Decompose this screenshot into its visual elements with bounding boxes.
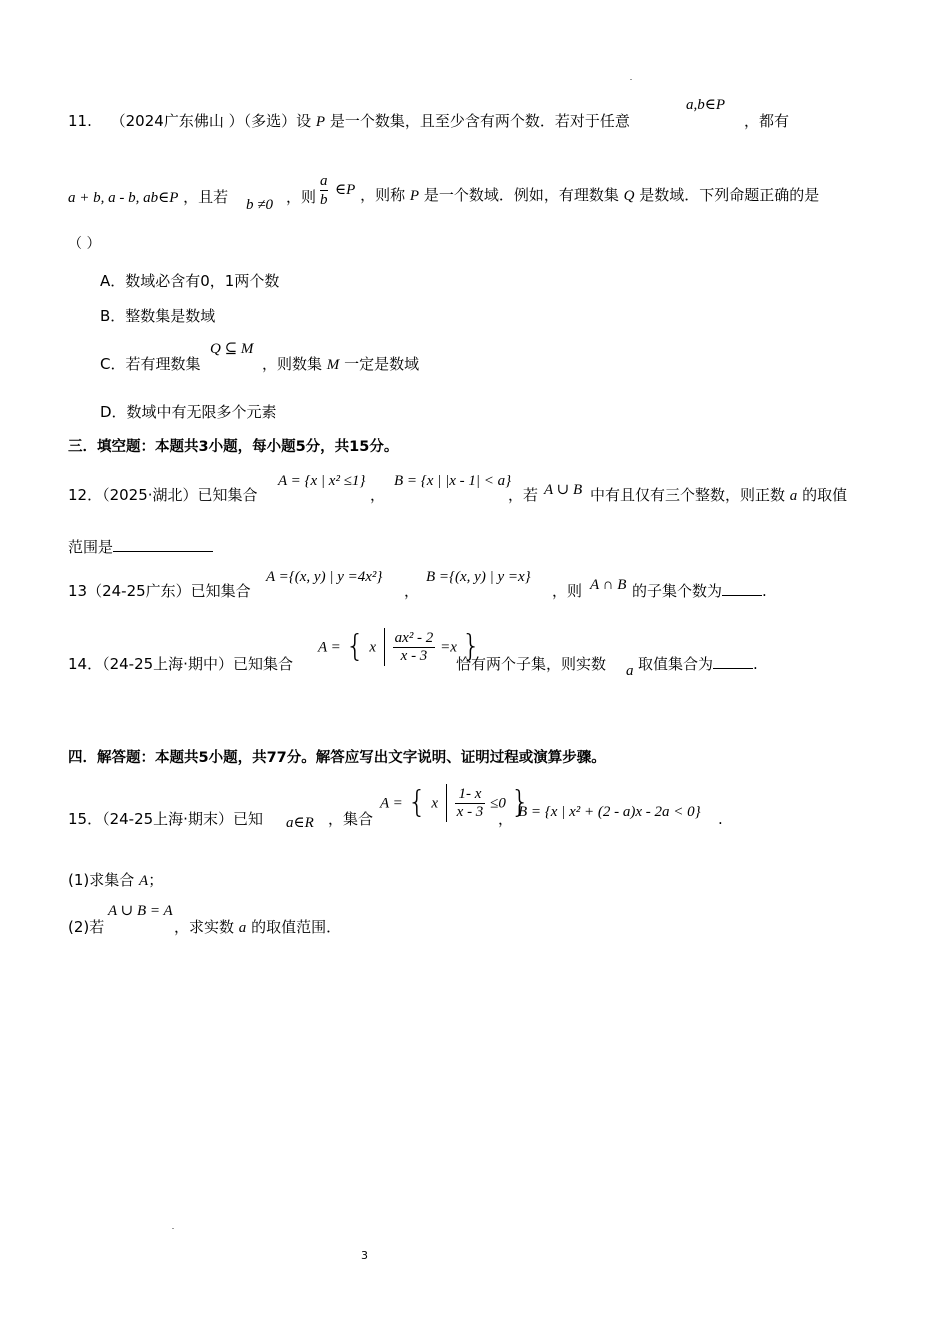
q15-text: ，集合 (328, 810, 374, 828)
q12-var-a: a (789, 488, 798, 504)
q12-tail: 的取值 (802, 486, 848, 504)
q13-inter: A ∩ B (590, 577, 627, 593)
q11-text2: ，都有 (744, 112, 790, 130)
q15-end: . (718, 810, 723, 828)
q11-cond2: b ≠0 (246, 197, 273, 213)
q14-frac (393, 630, 436, 664)
q15-num: 1- x (455, 786, 486, 804)
q12-line1b (508, 486, 538, 504)
q11-paren: （ ） (68, 236, 101, 252)
q11-line2c (335, 182, 820, 205)
q15-part1-text: (1)求集合 (68, 871, 135, 889)
q14-den: x - 3 (400, 647, 428, 664)
q11-option-c-mid: ，则数集 (262, 355, 323, 373)
q11-option-d: D．数域中有无限多个元素 (100, 403, 277, 421)
q12-mid: ，若 (508, 486, 539, 504)
q15-part2: (2)若 (68, 918, 105, 936)
q13-setB: B ={(x, y) | y =x} (426, 569, 531, 585)
q12-line1c (590, 486, 847, 505)
q11-option-c-rest (262, 355, 419, 374)
q11-line2b (286, 188, 316, 206)
q15-prefix: 15．（24-25上海·期末）已知 (68, 810, 263, 828)
q11-option-c-math: Q ⊆ M (210, 341, 254, 357)
q11-var-p2: P (409, 188, 420, 204)
q15-bar (446, 784, 447, 822)
q14-lhs: A = (318, 639, 341, 656)
q14-var-a: a (626, 663, 634, 679)
q11-var-q: Q (623, 188, 635, 204)
q11-option-c-var: M (326, 357, 340, 373)
q14-tail: 取值集合为 (638, 655, 714, 673)
q15-rel: ≤0 (490, 795, 506, 812)
q15-part1-end: ； (148, 871, 164, 889)
q11-cond1: a,b∈P (686, 97, 726, 113)
q15-den: x - 3 (456, 803, 484, 820)
q14-bar (384, 628, 385, 666)
q14-right-brace: } (461, 629, 481, 664)
q11-option-c-prefix: C．若有理数集 (100, 355, 201, 373)
page-number: 3 (361, 1249, 368, 1262)
q11-source: （2024广东佛山 ）（多选）设 (110, 112, 312, 130)
q14-rhs: =x (440, 639, 457, 656)
q11-ops: a + b, a - b, ab∈P (68, 190, 179, 206)
q15-left-brace: { (407, 785, 427, 820)
q11-option-b: B．整数集是数域 (100, 307, 216, 325)
q15-part2-rest (174, 918, 341, 937)
q11-text4: ，则 (286, 188, 317, 206)
q11-text6: 是一个数域．例如，有理数集 (423, 186, 619, 204)
q11-option-c (100, 355, 200, 373)
q15-right-brace: } (510, 785, 530, 820)
q12-answer-blank[interactable] (113, 539, 213, 552)
q15-x: x (431, 795, 439, 812)
q13-end: . (762, 582, 767, 600)
q11-option-c-suffix: 一定是数域 (344, 355, 420, 373)
q14-text: 恰有两个子集，则实数 (456, 655, 607, 673)
q12-comma: ， (370, 486, 386, 504)
q15-comma: ， (498, 810, 514, 828)
q12-union: A ∪ B (544, 482, 583, 498)
q15-part1 (68, 871, 163, 890)
q13-prefix: 13（24-25广东）已知集合 (68, 582, 251, 600)
q13-line-end (632, 582, 767, 600)
q15-part2-math: A ∪ B = A (108, 903, 173, 919)
q11-frac-den: b (320, 192, 328, 208)
q14-x: x (369, 639, 377, 656)
q14-answer-blank[interactable] (713, 656, 753, 669)
q11-line2 (68, 188, 228, 207)
section3-heading: 三．填空题：本题共3小题，每小题5分，共15分。 (68, 439, 399, 455)
q15-frac (455, 786, 486, 820)
q12-setB: B = {x | |x - 1| < a} (394, 473, 512, 489)
q14-line-end (638, 655, 758, 673)
q11-number: 11. (68, 112, 92, 130)
q11-text5: ，则称 (360, 186, 406, 204)
q12-line2 (68, 538, 213, 556)
q11-in-p: ∈P (335, 182, 356, 198)
q15-setB: B = {x | x² + (2 - a)x - 2a < 0} (518, 804, 701, 820)
q15-part1-var: A (139, 873, 149, 889)
q14-end: . (753, 655, 758, 673)
q11-text1: 是一个数集，且至少含有两个数．若对于任意 (329, 112, 630, 130)
q15-cond: a∈R (286, 815, 314, 831)
q11-frac-num: a (320, 173, 328, 189)
q12-setA: A = {x | x² ≤1} (278, 473, 366, 489)
q12-text: 中有且仅有三个整数，则正数 (590, 486, 786, 504)
q15-part2-mid: ，求实数 (174, 918, 235, 936)
q12-prefix: 12．（2025·湖北）已知集合 (68, 486, 258, 504)
q11-frac (320, 172, 328, 209)
q15-part2-var: a (238, 920, 247, 936)
q14-left-brace: { (345, 629, 365, 664)
q15-part2-end: 的取值范围． (251, 918, 342, 936)
section4-heading: 四．解答题：本题共5小题，共77分。解答应写出文字说明、证明过程或演算步骤。 (68, 750, 606, 766)
q11-text3: ，且若 (183, 188, 229, 206)
q13-setA: A ={(x, y) | y =4x²} (266, 569, 383, 585)
q14-prefix: 14．（24-25上海·期中）已知集合 (68, 655, 293, 673)
q13-answer-blank[interactable] (722, 583, 762, 596)
q11-text7: 是数域．下列命题正确的是 (639, 186, 820, 204)
q11-option-a: A．数域必含有0，1两个数 (100, 272, 280, 290)
q13-mid: ，则 (552, 582, 583, 600)
q12-line1 (68, 486, 258, 504)
q11-line1 (68, 112, 630, 131)
q14-num: ax² - 2 (394, 630, 434, 646)
q12-line2-text: 范围是 (68, 538, 114, 556)
q13-comma: ， (404, 582, 420, 600)
q13-tail: 的子集个数为 (632, 582, 723, 600)
q11-var-p: P (315, 114, 326, 130)
q15-lhs: A = (380, 795, 403, 812)
